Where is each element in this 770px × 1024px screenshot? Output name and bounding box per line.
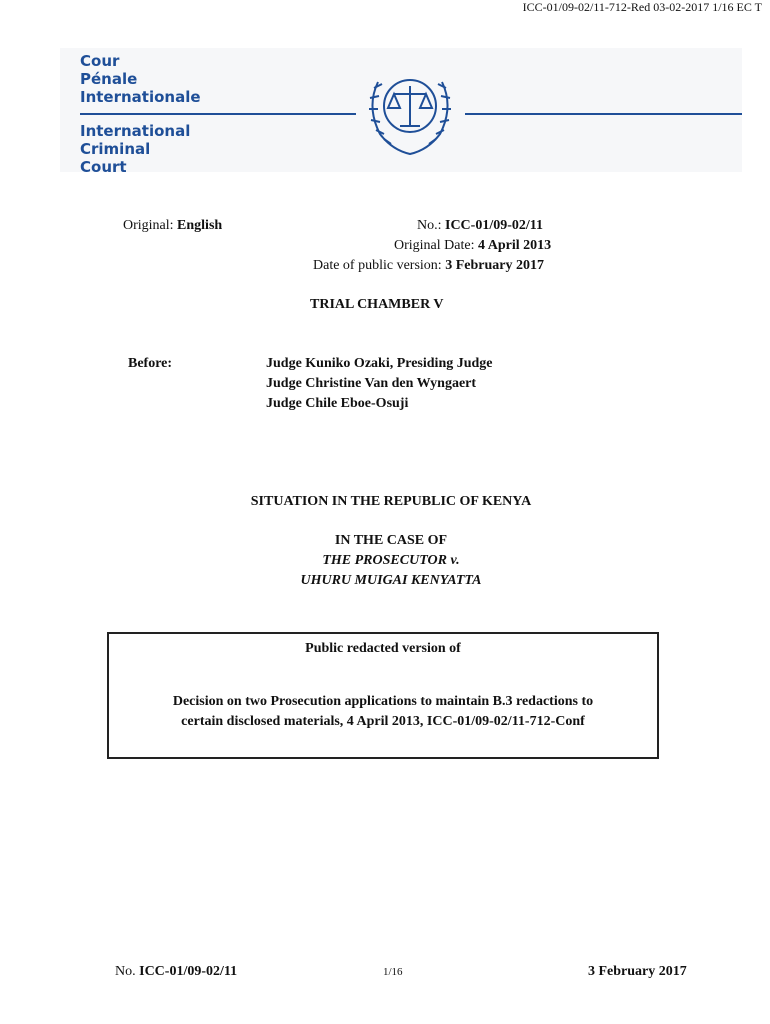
case-number [417, 218, 543, 234]
situation-title: SITUATION IN THE REPUBLIC OF KENYA [250, 494, 532, 509]
original-value: English [177, 218, 223, 233]
box-title-line-1: Decision on two Prosecution applications to maintain B.3 redactions to [172, 694, 594, 709]
footer-date: 3 February 2017 [588, 964, 687, 979]
icc-emblem-icon [356, 62, 464, 162]
footer-no-value: ICC-01/09-02/11 [139, 964, 238, 979]
chamber-title: TRIAL CHAMBER V [310, 297, 444, 312]
case-line-3: UHURU MUIGAI KENYATTA [300, 573, 482, 588]
case-number-label: No.: [417, 218, 445, 233]
case-line-2: THE PROSECUTOR v. [322, 553, 460, 568]
court-name-english: International Criminal Court [80, 122, 191, 176]
box-title-line-2: certain disclosed materials, 4 April 2013, ICC-01/09-02/11-712-Conf [181, 714, 585, 729]
original-label: Original: [123, 218, 178, 233]
footer-case-number [115, 964, 237, 980]
public-date-value: 3 February 2017 [445, 258, 544, 273]
header-rule-right [465, 113, 742, 115]
box-heading: Public redacted version of [305, 641, 461, 656]
original-date [394, 238, 551, 254]
judge-2: Judge Christine Van den Wyngaert [266, 376, 477, 391]
case-number-value: ICC-01/09-02/11 [445, 218, 543, 233]
page-number: 1/16 [383, 966, 403, 978]
judge-1: Judge Kuniko Ozaki, Presiding Judge [266, 356, 493, 371]
original-date-value: 4 April 2013 [477, 238, 552, 253]
public-version-date [313, 258, 544, 274]
header-rule-left [80, 113, 356, 115]
judge-3: Judge Chile Eboe-Osuji [266, 396, 409, 411]
original-date-label: Original Date: [394, 238, 478, 253]
before-label: Before: [128, 356, 173, 371]
court-name-french: Cour Pénale Internationale [80, 52, 201, 106]
footer-no-label: No. [115, 964, 140, 979]
public-date-label: Date of public version: [313, 258, 446, 273]
original-language [123, 218, 222, 234]
document-stamp: ICC-01/09-02/11-712-Red 03-02-2017 1/16 EC T [522, 0, 762, 14]
case-line-1: IN THE CASE OF [334, 533, 448, 548]
